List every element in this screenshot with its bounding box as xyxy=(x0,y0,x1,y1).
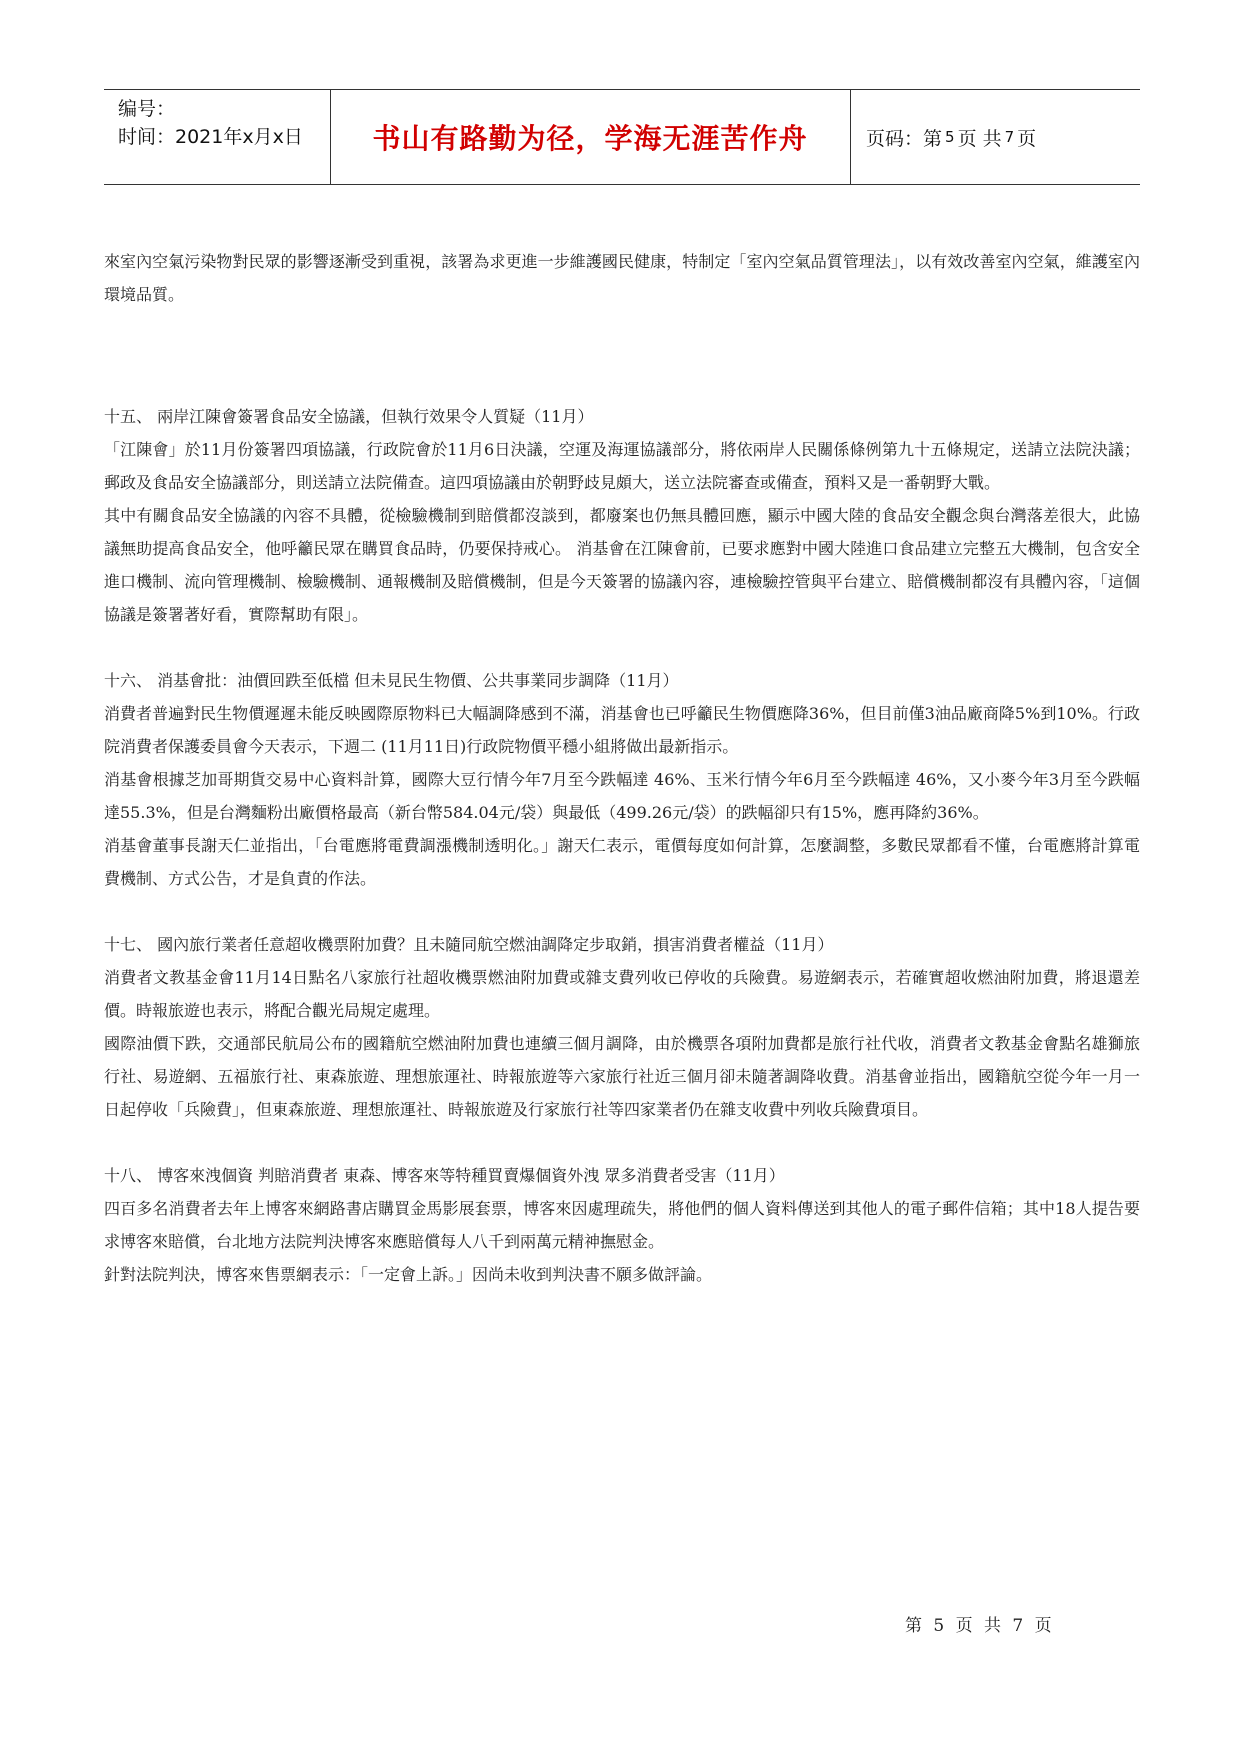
section-17 xyxy=(104,928,1140,1126)
section-title: 十七、 國內旅行業者任意超收機票附加費？且未隨同航空燃油調降定步取銷，損害消費者權益（11月） xyxy=(104,935,834,954)
paragraph: 消費者普遍對民生物價遲遲未能反映國際原物料已大幅調降感到不滿，消基會也已呼籲民生物價應降36%，但目前僅3油品廠商降5%到10%。行政院消費者保護委員會今天表示，下週二 (11月11日)行政院物價平穩小組將做出最新指示。 xyxy=(104,704,1140,756)
section-15 xyxy=(104,400,1140,631)
paragraph: 消費者文教基金會11月14日點名八家旅行社超收機票燃油附加費或雜支費列收已停收的兵險費。易遊網表示，若確實超收燃油附加費，將退還差價。時報旅遊也表示，將配合觀光局規定處理。 xyxy=(104,968,1140,1020)
paragraph: 「江陳會」於11月份簽署四項協議，行政院會於11月6日決議，空運及海運協議部分，將依兩岸人民關係條例第九十五條規定，送請立法院決議；郵政及食品安全協議部分，則送請立法院備查。這四項協議由於朝野歧見頗大，送立法院審查或備查，預料又是一番朝野大戰。 xyxy=(104,440,1140,492)
paragraph: 消基會根據芝加哥期貨交易中心資料計算，國際大豆行情今年7月至今跌幅達 46%、玉米行情今年6月至今跌幅達 46%，又小麥今年3月至今跌幅達55.3%，但是台灣麵粉出廠價格最高（新台幣584.04元/袋）與最低（499.26元/袋）的跌幅卻只有15%，應再降約36%。 xyxy=(104,770,1140,822)
time-label: 时间：2021年x月x日 xyxy=(118,126,303,148)
header-divider-right xyxy=(850,90,851,184)
page-suffix: 页 xyxy=(1017,127,1037,150)
section-16 xyxy=(104,664,1140,895)
paragraph: 針對法院判決，博客來售票網表示：「一定會上訴。」因尚未收到判決書不願多做評論。 xyxy=(104,1265,713,1284)
page-current: 5 xyxy=(945,128,955,146)
section-18 xyxy=(104,1159,1140,1291)
page-mid: 页 共 xyxy=(957,127,1002,150)
page-footer: 第 5 页 共 7 页 xyxy=(905,1616,1055,1636)
header-motto: 书山有路勤为径，学海无涯苦作舟 xyxy=(372,122,808,155)
section-title: 十八、 博客來洩個資 判賠消費者 東森、博客來等特種買賣爆個資外洩 眾多消費者受害（11月） xyxy=(104,1166,785,1185)
section-title: 十六、 消基會批：油價回跌至低檔 但未見民生物價、公共事業同步調降（11月） xyxy=(104,671,679,690)
paragraph: 國際油價下跌，交通部民航局公布的國籍航空燃油附加費也連續三個月調降，由於機票各項附加費都是旅行社代收，消費者文教基金會點名雄獅旅行社、易遊網、五福旅行社、東森旅遊、理想旅運社、時報旅遊等六家旅行社近三個月卻未隨著調降收費。消基會並指出，國籍航空從今年一月一日起停收「兵險費」，但東森旅遊、理想旅運社、時報旅遊及行家旅行社等四家業者仍在雜支收費中列收兵險費項目。 xyxy=(104,1034,1140,1119)
paragraph: 四百多名消費者去年上博客來網路書店購買金馬影展套票，博客來因處理疏失，將他們的個人資料傳送到其他人的電子郵件信箱；其中18人提告要求博客來賠償，台北地方法院判決博客來應賠償每人八千到兩萬元精神撫慰金。 xyxy=(104,1199,1140,1251)
paragraph: 其中有關食品安全協議的內容不具體，從檢驗機制到賠償都沒談到，都廢案也仍無具體回應，顯示中國大陸的食品安全觀念與台灣落差很大，此協議無助提高食品安全，他呼籲民眾在購買食品時，仍要保持戒心。 消基會在江陳會前，已要求應對中國大陸進口食品建立完整五大機制，包含安全進口機制、流向管理機制、檢驗機制、通報機制及賠償機制，但是今天簽署的協議內容，連檢驗控管與平台建立、賠償機制都沒有具體內容，「這個協議是簽署著好看，實際幫助有限」。 xyxy=(104,506,1140,624)
page-total: 7 xyxy=(1004,128,1015,146)
paragraph: 消基會董事長謝天仁並指出，「台電應將電費調漲機制透明化。」謝天仁表示，電價每度如何計算，怎麼調整，多數民眾都看不懂，台電應將計算電費機制、方式公告，才是負責的作法。 xyxy=(104,836,1140,888)
intro-paragraph: 來室內空氣污染物對民眾的影響逐漸受到重視，該署為求更進一步維護國民健康，特制定「室內空氣品質管理法」，以有效改善室內空氣，維護室內環境品質。 xyxy=(104,252,1140,304)
header-page-number xyxy=(866,90,1036,184)
page-prefix: 页码：第 xyxy=(866,127,943,150)
page-header xyxy=(104,89,1140,185)
section-title: 十五、 兩岸江陳會簽署食品安全協議，但執行效果令人質疑（11月） xyxy=(104,407,594,426)
document-body xyxy=(104,245,1140,1291)
code-label: 编号： xyxy=(118,98,176,120)
